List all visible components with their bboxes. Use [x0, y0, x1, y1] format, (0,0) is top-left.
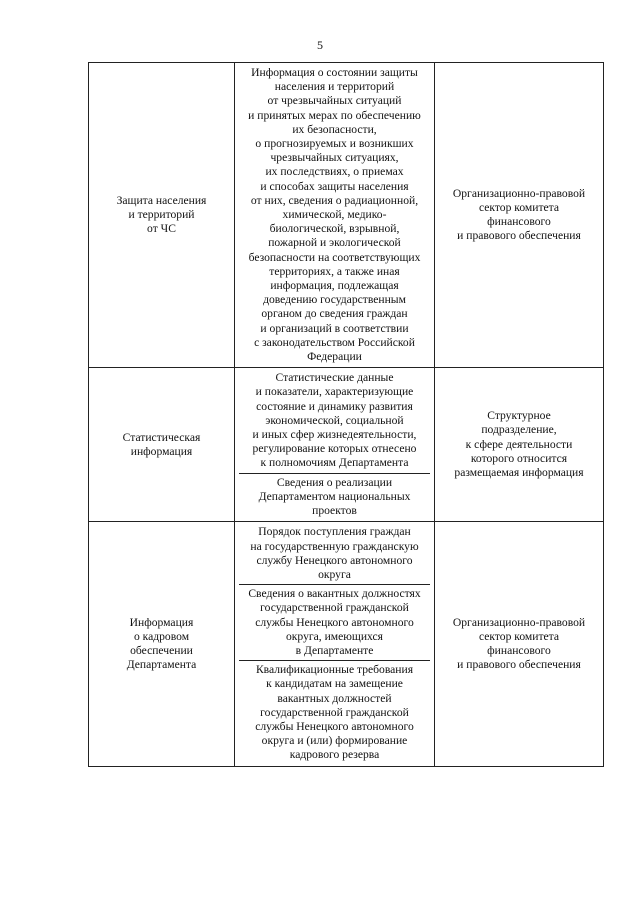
text-line: Организационно-правовой	[452, 615, 586, 629]
information-cell	[235, 368, 435, 522]
text-line: к кандидатам на замещение	[266, 677, 403, 691]
text-line: и организаций в соответствии	[260, 321, 409, 335]
text-line: их безопасности,	[292, 122, 377, 136]
information-text	[245, 587, 424, 658]
text-line: службы Ненецкого автономного	[255, 719, 414, 733]
information-cell	[235, 63, 435, 368]
text-line: сектор комитета	[478, 629, 560, 643]
text-line: и иных сфер жизнедеятельности,	[252, 428, 417, 442]
text-line: и правового обеспечения	[457, 229, 581, 243]
text-line: и правового обеспечения	[457, 658, 581, 672]
table-row	[89, 522, 604, 766]
table-row	[89, 368, 604, 522]
information-item	[239, 584, 430, 660]
information-cell	[235, 522, 435, 766]
text-line: округа, имеющихся	[286, 629, 383, 643]
information-item	[239, 369, 430, 472]
text-line: и способах защиты населения	[260, 179, 409, 193]
text-line: к полномочиям Департамента	[260, 456, 409, 470]
text-line: Информация	[129, 615, 194, 629]
text-line: пожарной и экологической	[268, 236, 401, 250]
category-cell	[89, 63, 235, 368]
text-line: финансового	[487, 215, 551, 229]
information-item	[239, 660, 430, 764]
text-line: от ЧС	[147, 222, 176, 236]
text-line: вакантных должностей	[277, 691, 392, 705]
information-text	[245, 66, 424, 364]
information-table	[88, 62, 604, 767]
information-item	[239, 473, 430, 521]
text-line: регулирование которых отнесено	[252, 442, 417, 456]
text-line: обеспечении	[130, 643, 193, 657]
text-line: и показатели, характеризующие	[255, 385, 414, 399]
text-line: подразделение,	[481, 423, 557, 437]
table-row	[89, 63, 604, 368]
category-text	[93, 431, 230, 459]
text-line: сектор комитета	[478, 200, 560, 214]
responsible-cell	[435, 368, 604, 522]
text-line: и принятых мерах по обеспечению	[248, 108, 421, 122]
responsible-cell	[435, 522, 604, 766]
text-line: кадрового резерва	[289, 748, 380, 762]
text-line: в Департаменте	[295, 643, 374, 657]
text-line: на государственную гражданскую	[250, 539, 419, 553]
text-line: с законодательством Российской	[254, 335, 415, 349]
category-text	[93, 616, 230, 673]
text-line: Сведения о реализации	[276, 475, 393, 489]
text-line: Защита населения	[116, 193, 207, 207]
text-line: Департаментом национальных	[258, 489, 411, 503]
text-line: населения и территорий	[274, 80, 395, 94]
text-line: округа и (или) формирование	[261, 734, 408, 748]
text-line: их последствиях, о приемах	[265, 165, 404, 179]
responsible-text	[439, 616, 599, 673]
text-line: Квалификационные требования	[255, 663, 414, 677]
responsible-cell	[435, 63, 604, 368]
text-line: службу Ненецкого автономного	[256, 553, 413, 567]
text-line: и территорий	[128, 208, 195, 222]
text-line: Департамента	[126, 658, 197, 672]
text-line: Федерации	[307, 350, 362, 364]
information-text	[245, 476, 424, 519]
text-line: информация	[130, 444, 193, 458]
information-text	[245, 663, 424, 762]
text-line: территориях, а также иная	[269, 264, 400, 278]
text-line: округа	[318, 567, 351, 581]
text-line: Структурное	[487, 409, 551, 423]
text-line: информация, подлежащая	[270, 279, 399, 293]
text-line: Порядок поступления граждан	[258, 525, 411, 539]
text-line: Статистическая	[122, 430, 201, 444]
category-text	[93, 194, 230, 237]
category-cell	[89, 368, 235, 522]
text-line: размещаемая информация	[454, 466, 584, 480]
text-line: от них, сведения о радиационной,	[250, 193, 419, 207]
table-body	[89, 63, 604, 767]
text-line: состояние и динамику развития	[256, 399, 413, 413]
text-line: безопасности на соответствующих	[248, 250, 421, 264]
text-line: Статистические данные	[275, 371, 394, 385]
category-cell	[89, 522, 235, 766]
text-line: Сведения о вакантных должностях	[248, 587, 421, 601]
text-line: государственной гражданской	[260, 601, 409, 615]
text-line: химической, медико-	[282, 208, 387, 222]
text-line: финансового	[487, 643, 551, 657]
text-line: проектов	[312, 504, 357, 518]
text-line: которого относится	[470, 451, 568, 465]
text-line: Информация о состоянии защиты	[251, 66, 418, 79]
information-item	[239, 523, 430, 584]
text-line: о прогнозируемых и возникших	[255, 137, 414, 151]
text-line: государственной гражданской	[260, 705, 409, 719]
text-line: службы Ненецкого автономного	[255, 615, 414, 629]
text-line: доведению государственным	[263, 293, 406, 307]
text-line: о кадровом	[133, 629, 190, 643]
text-line: экономической, социальной	[265, 413, 404, 427]
information-text	[245, 371, 424, 470]
text-line: от чрезвычайных ситуаций	[267, 94, 402, 108]
text-line: чрезвычайных ситуациях,	[270, 151, 399, 165]
text-line: Организационно-правовой	[452, 186, 586, 200]
text-line: биологической, взрывной,	[269, 222, 400, 236]
text-line: органом до сведения граждан	[261, 307, 408, 321]
page-number: 5	[317, 38, 323, 52]
information-item	[239, 64, 430, 366]
responsible-text	[439, 187, 599, 244]
responsible-text	[439, 409, 599, 480]
text-line: к сфере деятельности	[465, 437, 573, 451]
information-text	[245, 525, 424, 582]
